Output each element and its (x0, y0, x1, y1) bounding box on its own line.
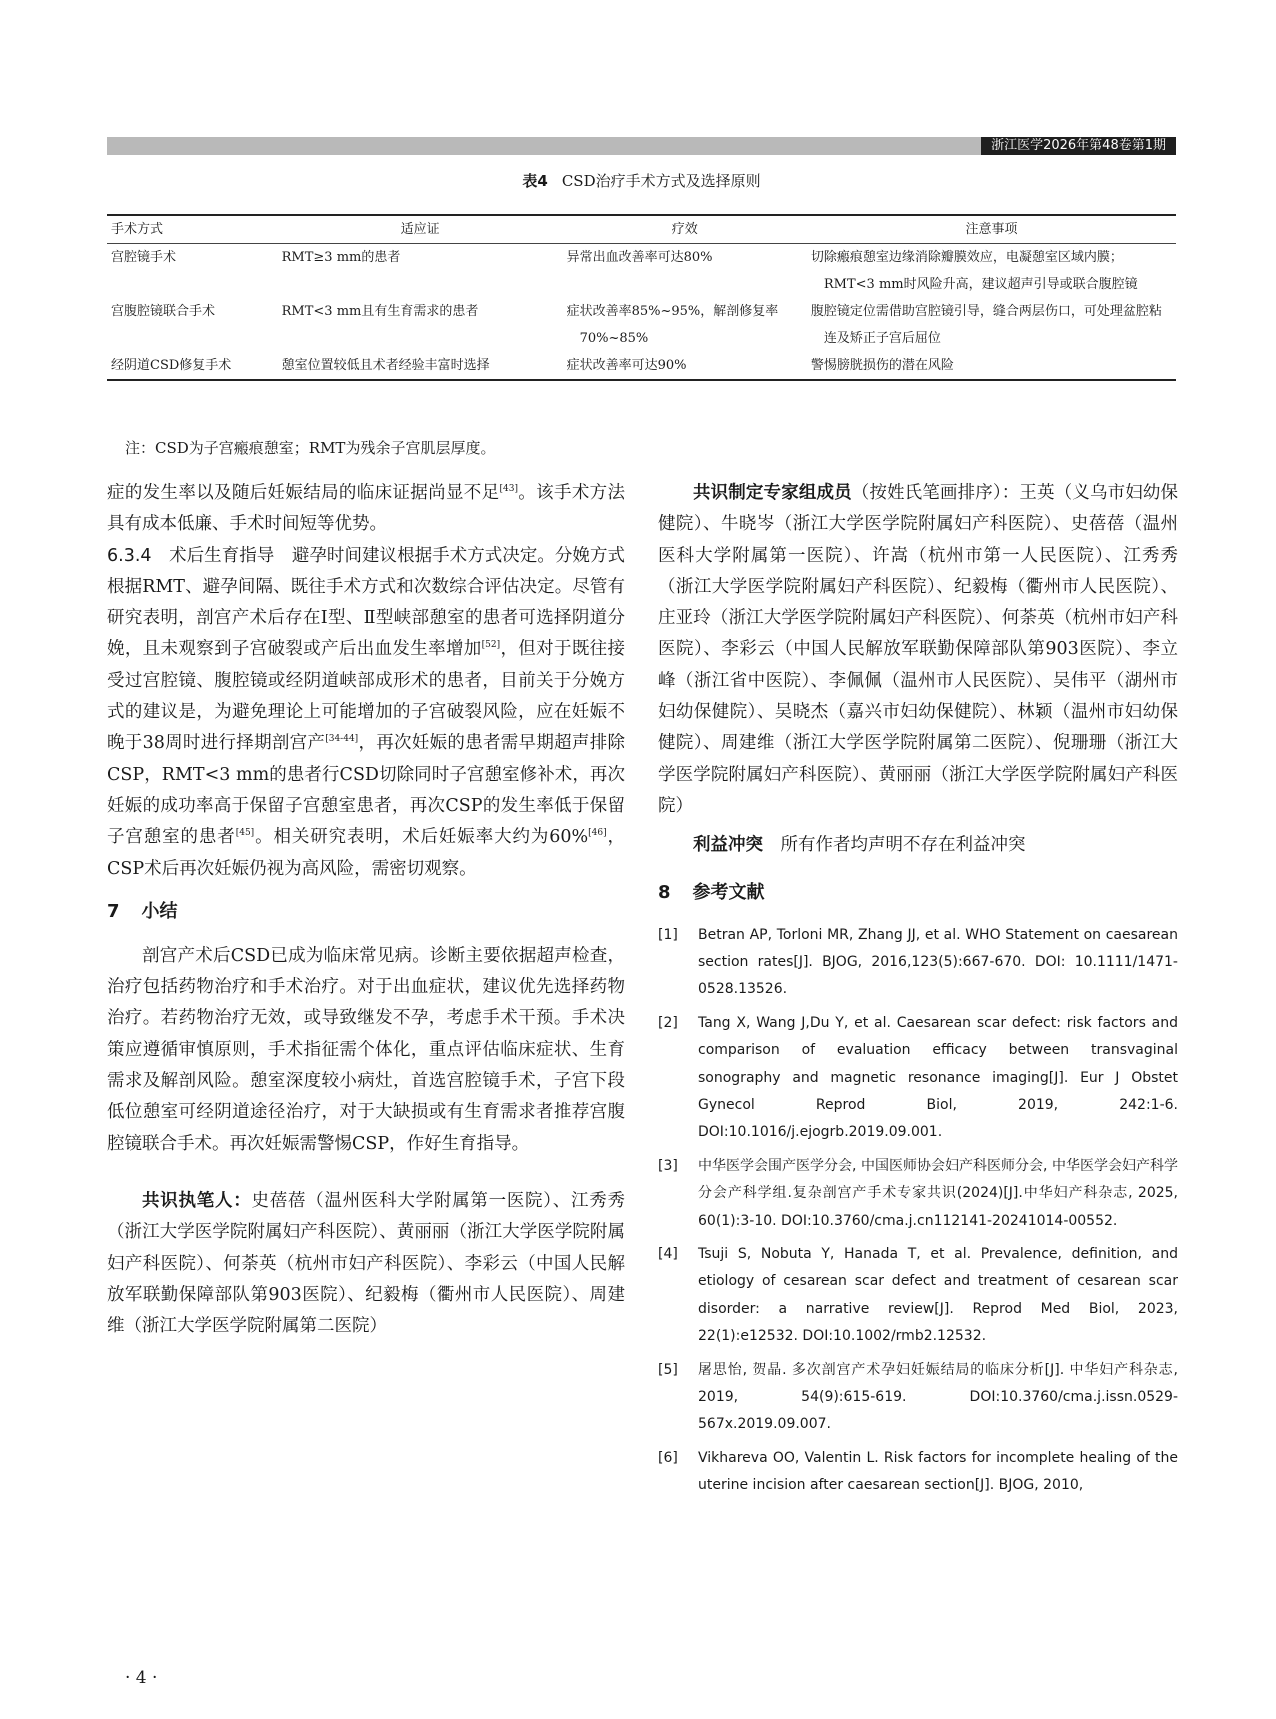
cell-text: 腹腔镜定位需借助宫腔镜引导，缝合两层伤口，可处理盆腔粘连及矫正子宫后屈位 (810, 304, 1162, 346)
citation[interactable]: [34-44] (325, 734, 359, 745)
reference-item: [5] 屠思怡, 贺晶. 多次剖宫产术孕妇妊娠结局的临床分析[J]. 中华妇产科杂志, 2019, 54(9):615-619. DOI:10.3760/cma.j.issn.0529-567x.2019.09.007. (658, 1361, 1178, 1433)
cell-text: 切除瘢痕憩室边缘消除瓣膜效应，电凝憩室区域内膜；RMT<3 mm时风险升高，建议超声引导或联合腹腔镜 (810, 250, 1138, 292)
cell-text: 异常出血改善率可达80% (566, 250, 713, 265)
cell-text: 症状改善率可达90% (566, 358, 687, 373)
citation[interactable]: [46] (588, 828, 607, 839)
body-paragraph: 症的发生率以及随后妊娠结局的临床证据尚显不足[43]。该手术方法具有成本低廉、手术时间短等优势。 (107, 483, 626, 535)
section-heading-references: 8 参考文献 (658, 881, 765, 903)
col-header: 疗效 (671, 222, 698, 237)
table-note: 注：CSD为子宫瘢痕憩室；RMT为残余子宫肌层厚度。 (125, 439, 496, 457)
table-cell: RMT<3 mm且有生育需求的患者 (281, 304, 479, 319)
reference-item: [2] Tang X, Wang J,Du Y, et al. Caesarean scar defect: risk factors and comparison of evaluation efficacy between transvaginal sonography and magnetic resonance imaging[J]. Eur J Obstet Gynecol Reprod Biol, 2019, 242:1-6. DOI:10.1016/j.ejogrb.2019.09.001. (658, 1014, 1178, 1141)
section-heading-summary: 7 小结 (107, 900, 178, 922)
table-label: 表4 (522, 172, 548, 190)
col-header: 手术方式 (111, 222, 164, 237)
table-row (107, 244, 1176, 299)
reference-item: [3] 中华医学会围产医学分会, 中国医师协会妇产科医师分会, 中华医学会妇产科学分会产科学组.复杂剖宫产手术专家共识(2024)[J].中华妇产科杂志, 2025, 60(1):3-10. DOI:10.3760/cma.j.cn112141-20241014-00552. (658, 1157, 1178, 1229)
cell-text: 症状改善率85%~95%，解剖修复率70%~85% (566, 304, 779, 346)
table-cell (807, 352, 1176, 380)
table-cell (563, 298, 807, 352)
writers-label: 共识执笔人： (142, 1190, 252, 1211)
table-header-row (107, 215, 1176, 244)
table-caption (107, 170, 1176, 192)
citation[interactable]: [45] (235, 828, 255, 839)
table-cell: 经阴道CSD修复手术 (111, 358, 232, 373)
subsection-heading: 6.3.4 术后生育指导 (107, 545, 275, 566)
writers-paragraph: 共识执笔人：史蓓蓓（温州医科大学附属第一医院）、江秀秀（浙江大学医学院附属妇产科医院）、黄丽丽（浙江大学医学院附属妇产科医院）、何荼英（杭州市妇产科医院）、李彩云（中国人民解放军联勤保障部队第903医院）、纪毅梅（衢州市人民医院）、周建维（浙江大学医学院附属第二医院） (107, 1190, 626, 1337)
table-cell: RMT≥3 mm的患者 (281, 250, 401, 265)
cell-text: 警惕膀胱损伤的潜在风险 (810, 358, 954, 373)
table-row (107, 352, 1176, 380)
table-cell: 宫腔镜手术 (111, 250, 177, 265)
table-cell: 宫腹腔镜联合手术 (111, 304, 216, 319)
table-cell (563, 352, 807, 380)
journal-issue-label: 浙江医学2026年第48卷第1期 (981, 137, 1176, 155)
reference-item: [1] Betran AP, Torloni MR, Zhang JJ, et al. WHO Statement on caesarean section rates[J]. BJOG, 2016,123(5):667-670. DOI: 10.1111/1471-0528.13526. (658, 926, 1178, 998)
page-number: · 4 · (125, 1668, 158, 1688)
reference-item: [6] Vikhareva OO, Valentin L. Risk factors for incomplete healing of the uterine incision after caesarean section[J]. BJOG, 2010, (658, 1449, 1178, 1494)
right-column (658, 478, 1178, 1506)
surgery-table (107, 214, 1176, 381)
table-row (107, 298, 1176, 352)
left-column (107, 478, 625, 1342)
col-header: 适应证 (400, 222, 440, 237)
conflict-of-interest: 利益冲突 所有作者均声明不存在利益冲突 (693, 835, 1026, 856)
table-title: CSD治疗手术方式及选择原则 (561, 172, 761, 190)
section-6-3-4: 6.3.4 术后生育指导 避孕时间建议根据手术方式决定。分娩方式根据RMT、避孕间隔、既往手术方式和次数综合评估决定。尽管有研究表明，剖宫产术后存在Ⅰ型、Ⅱ型峡部憩室的患者可选择阴道分娩，且未观察到子宫破裂或产后出血发生率增加[52]，但对于既往接受过宫腔镜、腹腔镜或经阴道峡部成形术的患者，目前关于分娩方式的建议是，为避免理论上可能增加的子宫破裂风险，应在妊娠不晚于38周时进行择期剖宫产[34-44]，再次妊娠的患者需早期超声排除CSP，RMT<3 mm的患者行CSD切除同时子宫憩室修补术，再次妊娠的成功率高于保留子宫憩室患者，再次CSP的发生率低于保留子宫憩室的患者[45]。相关研究表明，术后妊娠率大约为60%[46]，CSP术后再次妊娠仍视为高风险，需密切观察。 (107, 545, 626, 879)
col-header: 注意事项 (965, 222, 1018, 237)
reference-list (658, 922, 1178, 1500)
table-cell (807, 298, 1176, 352)
table-cell (807, 244, 1176, 299)
summary-paragraph: 剖宫产术后CSD已成为临床常见病。诊断主要依据超声检查，治疗包括药物治疗和手术治疗。对于出血症状，建议优先选择药物治疗。若药物治疗无效，或导致继发不孕，考虑手术干预。手术决策应遵循审慎原则，手术指征需个体化，重点评估临床症状、生育需求及解剖风险。憩室深度较小病灶，首选宫腔镜手术，子宫下段低位憩室可经阴道途径治疗，对于大缺损或有生育需求者推荐宫腹腔镜联合手术。再次妊娠需警惕CSP，作好生育指导。 (107, 945, 625, 1154)
citation[interactable]: [43] (499, 484, 518, 495)
experts-label: 共识制定专家组成员 (693, 483, 852, 503)
reference-item: [4] Tsuji S, Nobuta Y, Hanada T, et al. Prevalence, definition, and etiology of cesarean scar defect and treatment of cesarean scar disorder: a narrative review[J]. Reprod Med Biol, 2023, 22(1):e12532. DOI:10.1002/rmb2.12532. (658, 1246, 1178, 1345)
experts-paragraph: 共识制定专家组成员（按姓氏笔画排序）：王英（义乌市妇幼保健院）、牛晓岑（浙江大学医学院附属妇产科医院）、史蓓蓓（温州医科大学附属第一医院）、许嵩（杭州市第一人民医院）、江秀秀（浙江大学医学院附属妇产科医院）、纪毅梅（衢州市人民医院）、庄亚玲（浙江大学医学院附属妇产科医院）、何荼英（杭州市妇产科医院）、李彩云（中国人民解放军联勤保障部队第903医院）、李立峰（浙江省中医院）、李佩佩（温州市人民医院）、吴伟平（湖州市妇幼保健院）、吴晓杰（嘉兴市妇幼保健院）、林颖（温州市妇幼保健院）、周建维（浙江大学医学院附属第二医院）、倪珊珊（浙江大学医学院附属妇产科医院）、黄丽丽（浙江大学医学院附属妇产科医院） (658, 483, 1179, 816)
table-cell (563, 244, 807, 299)
coi-label: 利益冲突 (693, 835, 763, 856)
citation[interactable]: [52] (481, 640, 501, 651)
table-cell: 憩室位置较低且术者经验丰富时选择 (281, 358, 490, 373)
